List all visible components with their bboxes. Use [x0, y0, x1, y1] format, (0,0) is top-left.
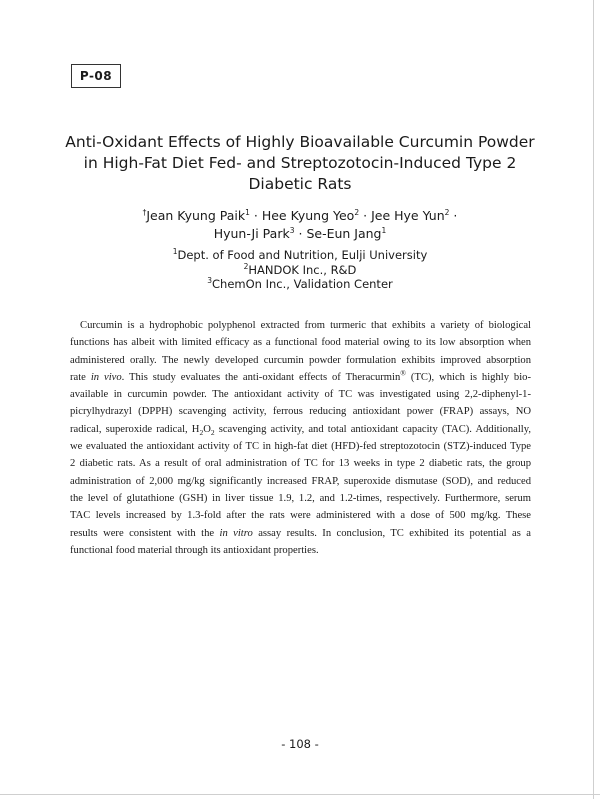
corresponding-mark: †	[142, 207, 147, 217]
author-sup: 1	[381, 225, 387, 235]
author-sup: 3	[289, 225, 295, 235]
subscript: 2	[210, 427, 215, 437]
page-edge-right	[593, 0, 594, 799]
text-run: assay results. In conclusion, TC exhibited its potential as a	[252, 527, 531, 539]
text-run: O	[203, 423, 211, 435]
paper-title	[60, 132, 540, 195]
abstract-line	[70, 525, 531, 542]
author-sup: 2	[444, 207, 450, 217]
affiliation-text: Dept. of Food and Nutrition, Eulji University	[177, 248, 428, 262]
author-line	[80, 207, 520, 225]
title-line: Anti-Oxidant Effects of Highly Bioavailable Curcumin Powder	[65, 133, 535, 151]
author-separator: ·	[253, 208, 258, 223]
abstract-line: picrylhydrazyl (DPPH) scavenging activity, ferrous reducing antioxidant power (FRAP) assays, NO	[70, 406, 531, 418]
author-list	[80, 207, 520, 243]
affiliation-sup: 2	[243, 261, 249, 271]
affiliation-sup: 3	[207, 276, 213, 286]
abstract-body	[70, 317, 531, 559]
author-separator: ·	[298, 226, 303, 241]
affiliation-text: ChemOn Inc., Validation Center	[212, 277, 393, 291]
abstract-line: the level of glutathione (GSH) in liver tissue 1.9, 1.2, and 1.2-times, respectively. Furthermore, serum	[70, 492, 531, 504]
page-edge-bottom	[0, 794, 600, 795]
author-sup: 1	[245, 207, 250, 217]
affiliation-text: HANDOK Inc., R&D	[248, 262, 357, 277]
text-run: radical, superoxide radical, H	[70, 423, 200, 435]
italic-term: in vitro	[219, 527, 253, 539]
text-run: (TC), which is highly bio-	[405, 371, 531, 383]
italic-term: in vivo	[90, 371, 122, 383]
text-run: scavenging activity, and total antioxidant capacity (TAC). Additionally,	[214, 423, 531, 435]
abstract-line: TAC levels increased by 1.3-fold after the rats were administered with a dose of 500 mg/kg. These	[70, 510, 531, 522]
abstract-line: administered orally. The newly developed curcumin powder formulation exhibits improved absorption	[70, 354, 531, 366]
title-line: in High-Fat Diet Fed- and Streptozotocin-Induced Type 2	[83, 154, 517, 172]
author-name: Jean Kyung Paik	[146, 208, 246, 223]
poster-id-badge: P-08	[71, 64, 121, 88]
registered-mark: ®	[400, 368, 406, 378]
affiliation-sup: 1	[172, 247, 178, 257]
abstract-line	[70, 421, 531, 438]
author-line	[80, 225, 520, 243]
page-number: - 108 -	[281, 737, 319, 751]
author-separator: ·	[363, 208, 368, 223]
text-run: . This study evaluates the anti-oxidant effects of Theracurmin	[121, 371, 401, 383]
affiliation-list	[80, 248, 520, 292]
text-run: results were consistent with the	[70, 527, 220, 539]
abstract-line	[70, 369, 531, 386]
author-name: Jee Hye Yun	[371, 208, 445, 223]
affiliation-item	[80, 263, 520, 278]
title-line: Diabetic Rats	[248, 175, 352, 193]
affiliation-item	[80, 248, 520, 263]
text-run: rate	[70, 371, 91, 383]
subscript: 2	[199, 427, 204, 437]
author-sup: 2	[354, 207, 360, 217]
abstract-line: administration of 2,000 mg/kg significantly increased FRAP, superoxide dismutase (SOD), and reduced	[70, 475, 531, 487]
abstract-line: available in curcumin powder. The antioxidant activity of TC was investigated using 2,2-diphenyl-1-	[70, 389, 531, 401]
author-name: Hee Kyung Yeo	[261, 208, 355, 223]
abstract-line: 2 diabetic rats. As a result of oral administration of TC for 13 weeks in type 2 diabetic rats, the group	[70, 458, 531, 470]
abstract-line: we evaluated the antioxidant activity of TC in high-fat diet (HFD)-fed streptozotocin (STZ)-induced Type	[70, 441, 531, 453]
abstract-line: functional food material through its antioxidant properties.	[70, 544, 319, 556]
abstract-line: functions has albeit with limited efficacy as a functional food material owing to its low absorption when	[70, 337, 531, 349]
affiliation-item	[80, 277, 520, 292]
abstract-line: Curcumin is a hydrophobic polyphenol extracted from turmeric that exhibits a variety of biological	[80, 320, 531, 331]
author-name: Hyun-Ji Park	[213, 226, 290, 241]
author-name: Se-Eun Jang	[306, 226, 382, 241]
author-separator: ·	[453, 208, 458, 223]
